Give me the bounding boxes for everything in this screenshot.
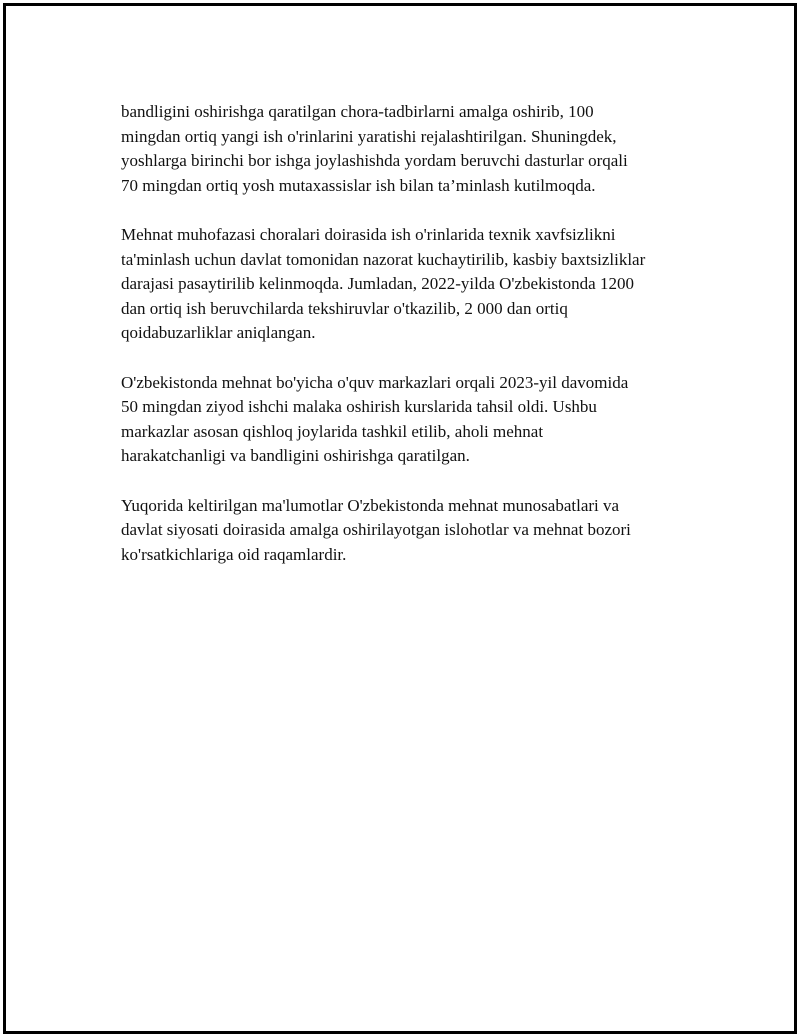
page-frame (3, 3, 797, 1034)
text-line: 70 mingdan ortiq yosh mutaxassislar ish bilan ta’minlash kutilmoqda. (121, 175, 596, 195)
text-line: mingdan ortiq yangi ish o'rinlarini yaratishi rejalashtirilgan. Shuningdek, (121, 126, 617, 146)
text-line: yoshlarga birinchi bor ishga joylashishda yordam beruvchi dasturlar orqali (121, 151, 628, 171)
text-line: dan ortiq ish beruvchilarda tekshiruvlar o'tkazilib, 2 000 dan ortiq (121, 298, 568, 318)
text-line: markazlar asosan qishloq joylarida tashkil etilib, aholi mehnat (121, 421, 544, 441)
text-line: Yuqorida keltirilgan ma'lumotlar O'zbekistonda mehnat munosabatlari va (121, 495, 620, 515)
text-line: ko'rsatkichlariga oid raqamlardir. (121, 544, 347, 564)
text-line: Mehnat muhofazasi choralari doirasida ish o'rinlarida texnik xavfsizlikni (121, 224, 616, 244)
paragraph-2 (121, 223, 701, 346)
text-line: 50 mingdan ziyod ishchi malaka oshirish kurslarida tahsil oldi. Ushbu (121, 397, 597, 417)
text-line: bandligini oshirishga qaratilgan chora-tadbirlarni amalga oshirib, 100 (121, 102, 594, 121)
document-body (121, 100, 701, 592)
paragraph-1 (121, 100, 701, 198)
text-line: darajasi pasaytirilib kelinmoqda. Jumladan, 2022-yilda O'zbekistonda 1200 (121, 274, 634, 294)
text-line: qoidabuzarliklar aniqlangan. (121, 323, 316, 343)
paragraph-3 (121, 371, 701, 469)
text-line: ta'minlash uchun davlat tomonidan nazorat kuchaytirilib, kasbiy baxtsizliklar (121, 249, 646, 269)
text-line: harakatchanligi va bandligini oshirishga qaratilgan. (121, 446, 470, 466)
text-line: davlat siyosati doirasida amalga oshirilayotgan islohotlar va mehnat bozori (121, 520, 631, 540)
text-line: O'zbekistonda mehnat bo'yicha o'quv markazlari orqali 2023-yil davomida (121, 372, 629, 392)
paragraph-4 (121, 494, 701, 568)
